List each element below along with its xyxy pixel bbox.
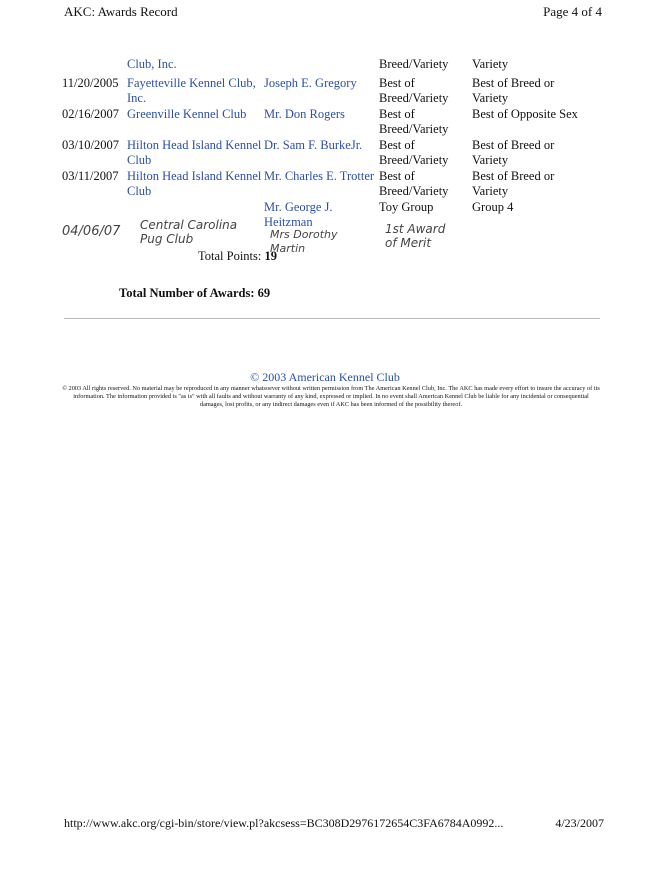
award-class: Best of Breed/Variety	[379, 76, 449, 105]
club-link[interactable]: Fayetteville Kennel Club, Inc.	[127, 76, 256, 105]
footer-url: http://www.akc.org/cgi-bin/store/view.pl?akcsess=BC308D2976172654C3FA6784A0992...	[64, 816, 504, 830]
handwritten-date: 04/06/07	[62, 224, 121, 239]
page-number: Page 4 of 4	[543, 4, 602, 19]
document-title: AKC: Awards Record	[64, 4, 178, 19]
award-class: Best of Breed/Variety	[379, 138, 449, 167]
award-name: Variety	[472, 57, 509, 71]
total-awards	[119, 286, 270, 301]
total-points	[198, 249, 277, 264]
handwritten-club: Central Carolina Pug Club	[140, 218, 238, 246]
award-class: Best of Breed/Variety	[379, 107, 449, 136]
judge-link[interactable]: Mr. George J. Heitzman	[264, 200, 333, 229]
total-awards-label: Total Number of Awards:	[119, 286, 255, 300]
award-name: Best of Opposite Sex	[472, 107, 578, 121]
award-date: 02/16/2007	[62, 107, 119, 121]
judge-link[interactable]: Dr. Sam F. BurkeJr.	[264, 138, 363, 152]
legal-notice: © 2003 All rights reserved. No material may be reproduced in any manner whatsoever without written permission from The American Kennel Club, Inc. The AKC has made every effort to insure the accuracy of its information. The information provided is "as is" with all faults and without warranty of any kind, expressed or implied. In no event shall American Kennel Club be liable for any incidental or consequential damages, lost profits, or any indirect damages even if AKC has been informed of the possibility thereof.	[62, 385, 600, 408]
club-link[interactable]: Greenville Kennel Club	[127, 107, 247, 121]
club-link[interactable]: Hilton Head Island Kennel Club	[127, 138, 262, 167]
total-points-value: 19	[264, 249, 277, 263]
judge-link[interactable]: Mr. Charles E. Trotter	[264, 169, 375, 183]
award-name: Best of Breed or Variety	[472, 138, 555, 167]
award-date: 03/10/2007	[62, 138, 119, 152]
handwritten-award: 1st Award of Merit	[385, 222, 446, 250]
club-link[interactable]: Hilton Head Island Kennel Club	[127, 169, 262, 198]
award-name: Best of Breed or Variety	[472, 169, 555, 198]
footer-date: 4/23/2007	[555, 816, 604, 830]
judge-link[interactable]: Joseph E. Gregory	[264, 76, 357, 90]
divider	[64, 318, 600, 319]
award-name: Best of Breed or Variety	[472, 76, 555, 105]
total-points-label: Total Points:	[198, 249, 262, 263]
award-name: Group 4	[472, 200, 514, 214]
award-class: Best of Breed/Variety	[379, 169, 449, 198]
award-date: 11/20/2005	[62, 76, 119, 90]
judge-link[interactable]: Mr. Don Rogers	[264, 107, 345, 121]
total-awards-value: 69	[257, 286, 271, 300]
club-link[interactable]: Club, Inc.	[127, 57, 177, 71]
award-date: 03/11/2007	[62, 169, 119, 183]
award-class: Breed/Variety	[379, 57, 449, 71]
handwritten-judge: Mrs Dorothy Martin	[270, 228, 338, 255]
award-class: Toy Group	[379, 200, 434, 214]
copyright-link[interactable]: © 2003 American Kennel Club	[250, 370, 400, 384]
